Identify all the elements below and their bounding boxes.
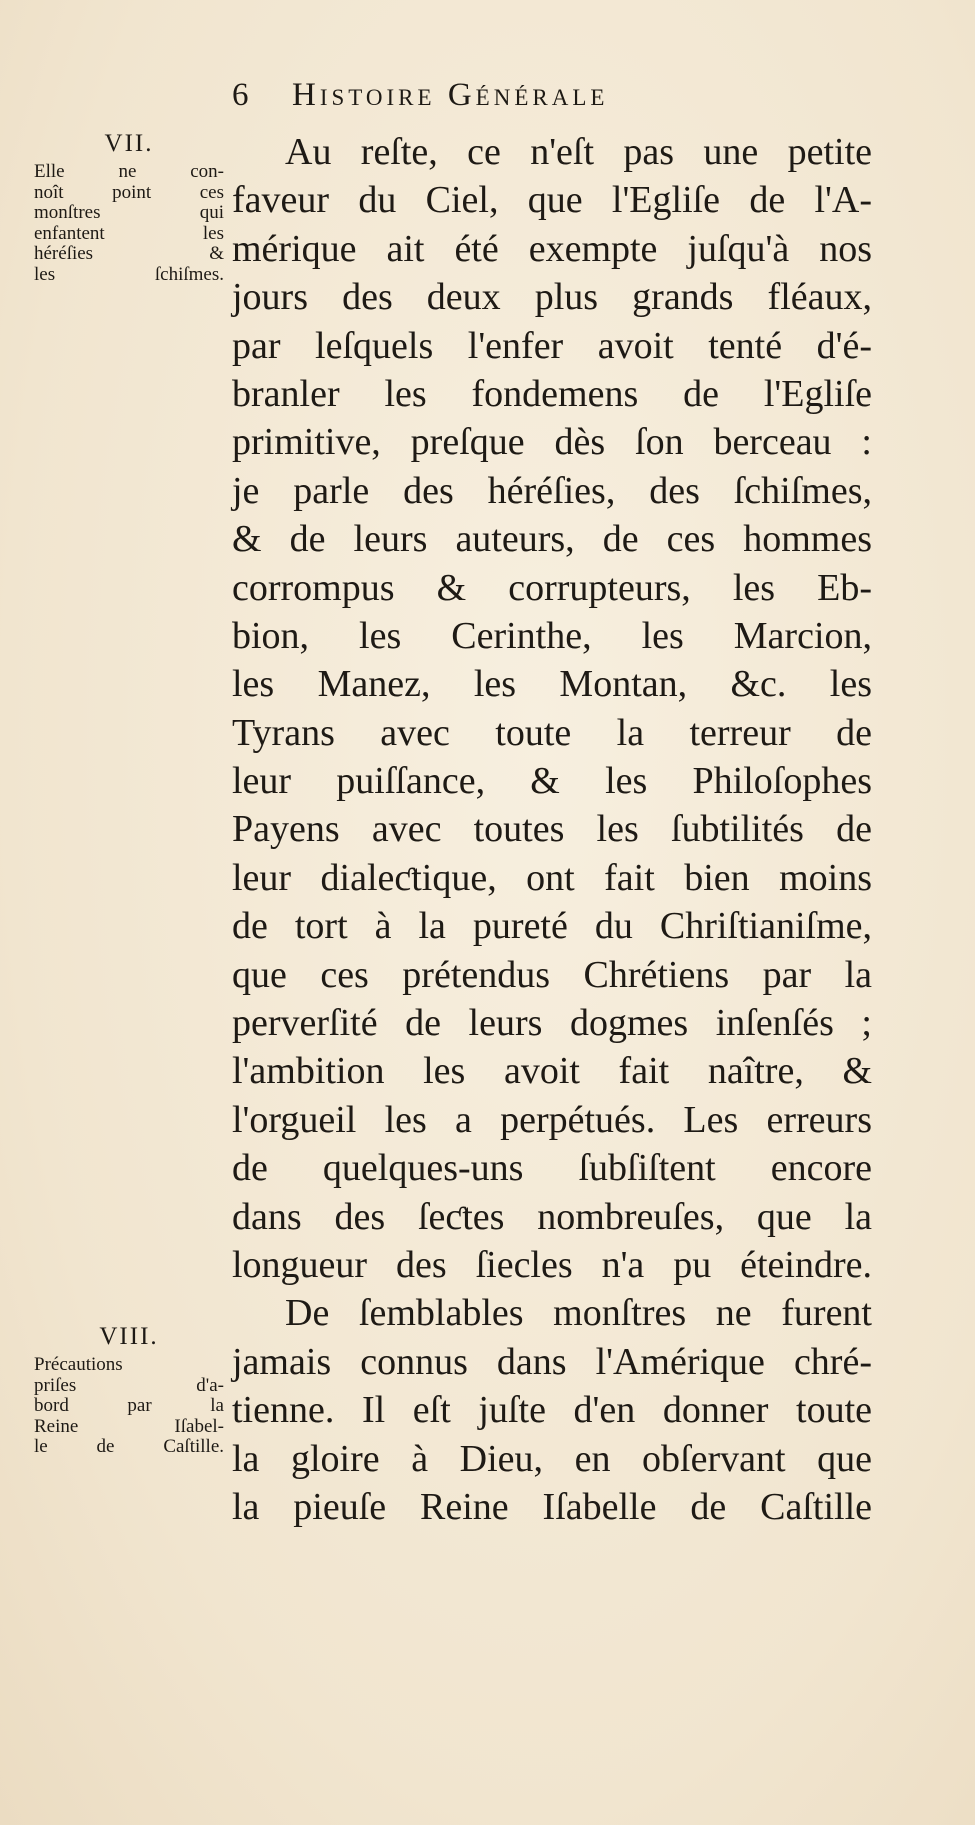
running-header xyxy=(232,70,872,120)
margin-note-line: noît point ces xyxy=(34,181,224,203)
margin-note-line: bord par la xyxy=(34,1395,224,1416)
text-line: primitive, preſque dès ſon berceau : xyxy=(232,421,872,464)
running-title: Histoire Générale xyxy=(292,77,609,113)
text-line: dans des ſeƈtes nombreuſes, que la xyxy=(232,1195,872,1238)
text-line: Tyrans avec toute la terreur de xyxy=(232,711,872,754)
text-line: la gloire à Dieu, en obſervant que xyxy=(232,1437,872,1480)
text-line: Au reſte, ce n'eſt pas une petite xyxy=(285,131,872,173)
text-line: perverſité de leurs dogmes inſenſés ; xyxy=(232,1002,872,1045)
text-line: Payens avec toutes les ſubtilités de xyxy=(232,808,872,851)
text-line: leur puiſſance, & les Philoſophes xyxy=(232,760,872,803)
text-line: mérique ait été exempte juſqu'à nos xyxy=(232,227,872,270)
text-line: & de leurs auteurs, de ces hommes xyxy=(232,518,872,561)
margin-note-line: enfantent les xyxy=(34,222,224,244)
text-line: longueur des ſiecles n'a pu éteindre. xyxy=(232,1243,872,1286)
text-line: corrompus & corrupteurs, les Eb- xyxy=(232,566,872,609)
margin-note-number: VII. xyxy=(104,130,154,157)
text-line: les Manez, les Montan, &c. les xyxy=(232,663,872,706)
margin-note-line: Précautions xyxy=(34,1354,123,1375)
text-line: que ces prétendus Chrétiens par la xyxy=(232,953,872,996)
text-line: je parle des héréſies, des ſchiſmes, xyxy=(232,469,872,512)
margin-note-line: monſtres qui xyxy=(34,202,224,223)
margin-note-number: VIII. xyxy=(99,1323,159,1350)
margin-note-line: Reine Iſabel- xyxy=(34,1415,224,1437)
text-line: jamais connus dans l'Amérique chré- xyxy=(232,1340,872,1383)
text-line: leur dialeƈtique, ont fait bien moins xyxy=(232,856,872,899)
margin-note-line: les ſchiſmes. xyxy=(34,263,224,285)
text-line: de quelques-uns ſubſiſtent encore xyxy=(232,1147,872,1190)
text-line: de tort à la pureté du Chriſtianiſme, xyxy=(232,905,872,948)
text-line: faveur du Ciel, que l'Egliſe de l'A- xyxy=(232,179,872,222)
margin-note-line: priſes d'a- xyxy=(34,1374,224,1396)
text-line: la pieuſe Reine Iſabelle de Caſtille xyxy=(232,1485,872,1528)
margin-note-line: Elle ne con- xyxy=(34,161,224,182)
margin-note-vii xyxy=(34,130,224,285)
margin-note-line: le de Caſtille. xyxy=(34,1436,224,1457)
text-line: branler les fondemens de l'Egliſe xyxy=(232,372,872,415)
text-line: bion, les Cerinthe, les Marcion, xyxy=(232,614,872,657)
body-text xyxy=(232,128,872,1531)
text-line: jours des deux plus grands fléaux, xyxy=(232,276,872,319)
page-number: 6 xyxy=(232,77,253,113)
text-line: l'orgueil les a perpétués. Les erreurs xyxy=(232,1098,872,1141)
margin-note-line: héréſies & xyxy=(34,243,224,264)
text-line: l'ambition les avoit fait naître, & xyxy=(232,1050,872,1093)
margin-note-viii xyxy=(34,1323,224,1458)
text-line: De ſemblables monſtres ne furent xyxy=(285,1292,872,1335)
text-line: tienne. Il eſt juſte d'en donner toute xyxy=(232,1389,872,1432)
text-line: par leſquels l'enfer avoit tenté d'é- xyxy=(232,324,872,367)
